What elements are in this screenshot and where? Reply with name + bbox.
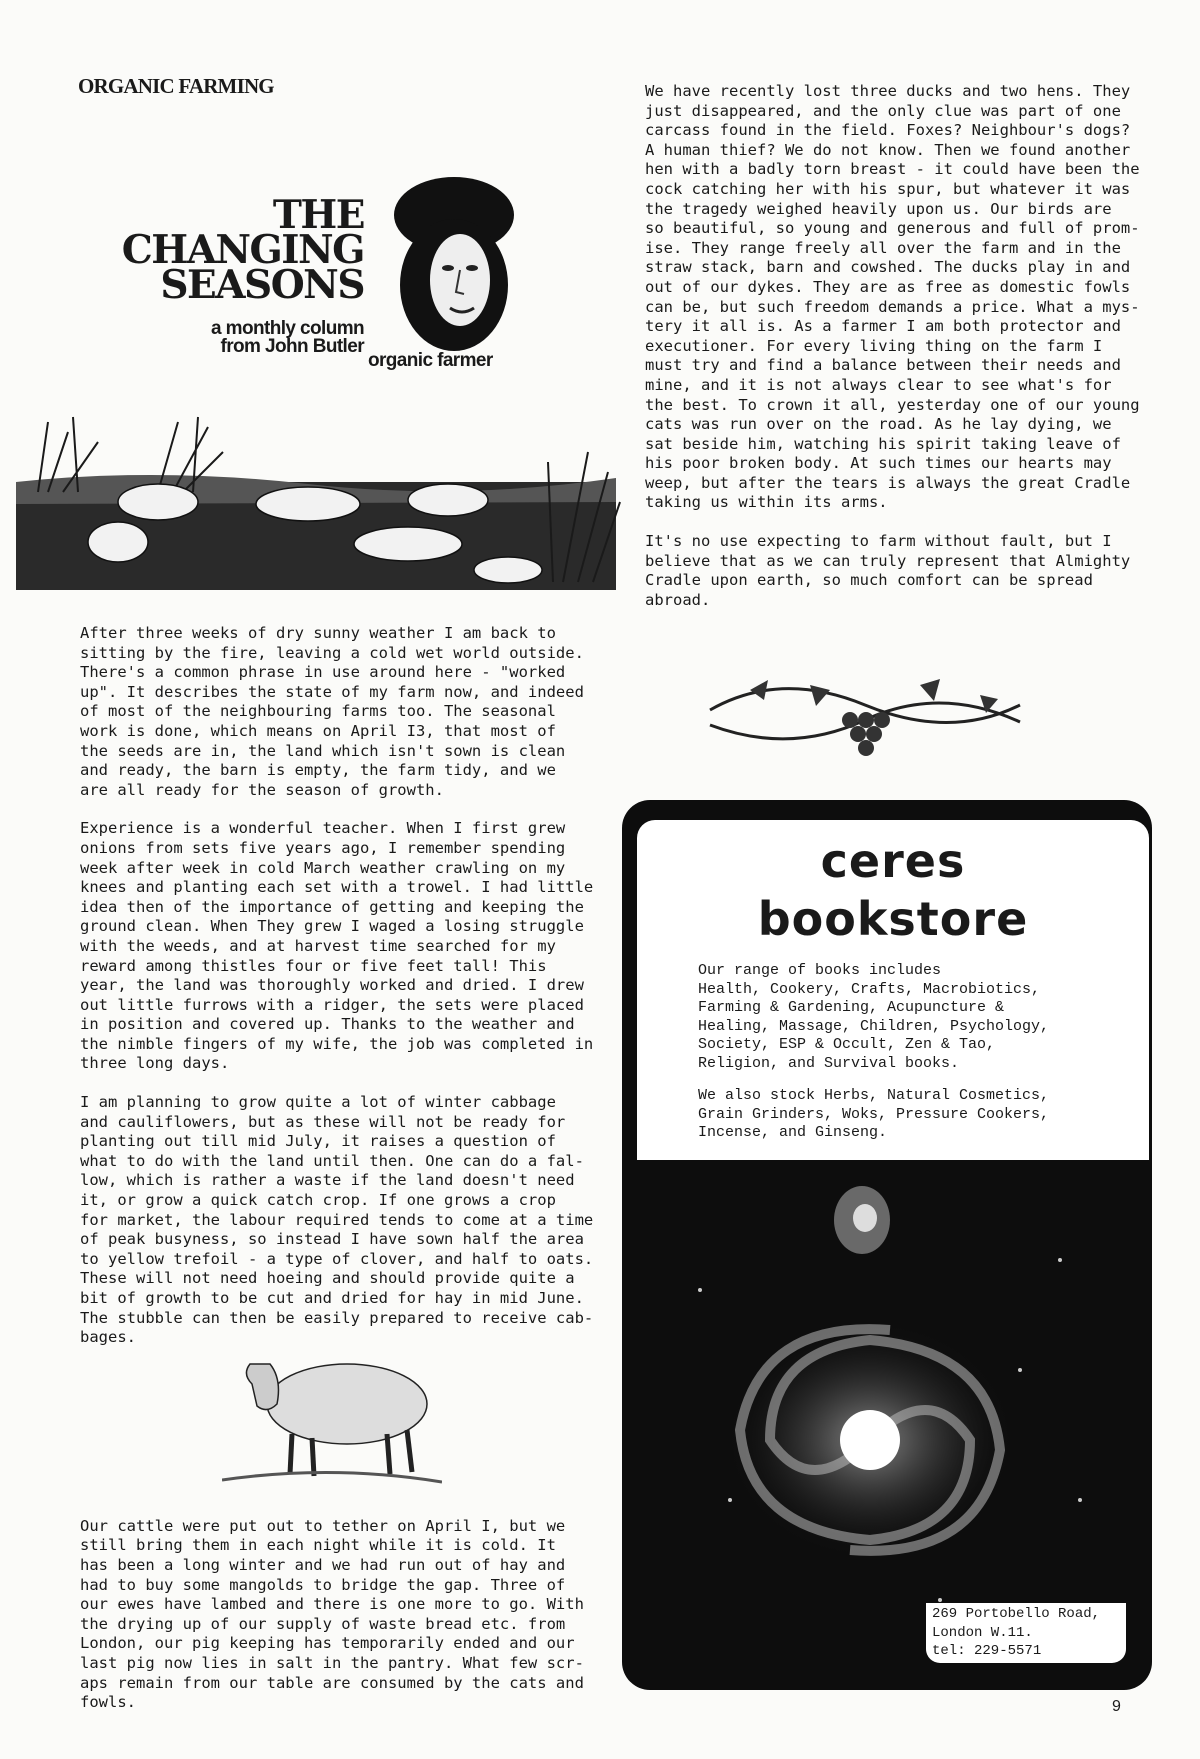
address-phone: tel: 229-5571 (932, 1643, 1042, 1659)
author-portrait (382, 170, 522, 360)
article-paragraph: We have recently lost three ducks and two hens. They just disappeared, and the only clue was part of one carcass found in the field. Foxes? Neighbour's dogs? A human thief? We do not know. Then we found another hen with a badly torn breast - it could have been the cock catching her with his spur, but whatever it was the tragedy weighed heavily upon us. Our birds are so beautiful, so young and generous and full of prom- ise. They range freely all over the farm and in the straw stack, barn and cowshed. The ducks play in and out of our dykes. They are as free as domestic fowls can be, but such freedom demands a price. What a mys- tery it all is. As a farmer I am both protector and executioner. For every living thing on the farm I must try and find a balance between their needs and mine, and it is not always clear to see what's for the best. To crown it all, yesterday one of our young cats was run over on the road. As he lay dying, we sat beside him, watching his spirit taking leave of his poor broken body. At such times our hearts may weep, but after the tears is always the great Cradle taking us within its arms. (645, 82, 1140, 512)
address-line-1: 269 Portobello Road, (932, 1606, 1101, 1622)
advert-books-text: Our range of books includes Health, Cookery, Crafts, Macrobiotics, Farming & Gardening, Acupuncture & Healing, Massage, Children, Psychology, Society, ESP & Occult, Zen & Tao, Religion, and Survival books. (698, 962, 1050, 1072)
spiral-galaxy-image (640, 1170, 1140, 1670)
article-left-column (80, 624, 620, 1732)
grape-vine-ornament (700, 660, 1030, 770)
title-line-1: THE (272, 192, 364, 238)
title-line-3: SEASONS (160, 262, 364, 308)
article-paragraph: It's no use expecting to farm without fault, but I believe that as we can truly represent that Almighty Cradle upon earth, so much comfort can be spread abroad. (645, 532, 1131, 609)
column-subtitle (150, 320, 364, 356)
title-line-2: CHANGING (121, 227, 364, 273)
section-heading: ORGANIC FARMING (78, 74, 274, 98)
column-title (112, 192, 364, 308)
article-paragraph: After three weeks of dry sunny weather I am back to sitting by the fire, leaving a cold wet world outside. There's a common phrase in use around here - "worked up". It describes the state of my farm now, and indeed of most of the neighbouring farms too. The seasonal work is done, which means on April I3, that most of the seeds are in, the land which isn't sown is clean and ready, the barn is empty, the farm tidy, and we are all ready for the season of growth. (80, 624, 584, 799)
subtitle-line-2: from John Butler (220, 336, 364, 357)
subtitle-line-1: a monthly column (211, 318, 364, 339)
advert-store-name (637, 832, 1149, 948)
advert-stock-text: We also stock Herbs, Natural Cosmetics, Grain Grinders, Woks, Pressure Cookers, Incense, and Ginseng. (698, 1087, 1050, 1141)
advert-address (926, 1603, 1126, 1663)
article-paragraph: Our cattle were put out to tether on April I, but we still bring them in each night while it is cold. It has been a long winter and we had run out of hay and had to buy some mangolds to bridge the gap. Three of our ewes have lambed and there is one more to go. With the drying up of our supply of waste bread etc. from London, our pig keeping has temporarily ended and our last pig now lies in salt in the pantry. What few scr- aps remain from our table are consumed by the cats and fowls. (80, 1516, 584, 1712)
byline: organic farmer (368, 350, 493, 371)
page-number: 9 (1112, 1698, 1121, 1715)
address-line-2: London W.11. (932, 1624, 1033, 1641)
article-paragraph: I am planning to grow quite a lot of winter cabbage and cauliflowers, but as these will not be ready for planting out till mid July, it raises a question of what to do with the land until then. One can do a fal- low, which is rather a waste if the land doesn't need it, or grow a quick catch crop. If one grows a crop for market, the labour required tends to come at a time of peak busyness, so instead I have sown half the area to yellow trefoil - a type of clover, and half to oats. These will not need hoeing and should provide quite a bit of growth to be cut and dried for hay in mid June. The stubble can then be easily prepared to receive cab- bages. (80, 1093, 594, 1347)
cow-illustration (222, 1334, 442, 1494)
advert-description (698, 962, 1138, 1157)
store-name-line-2: bookstore (757, 892, 1029, 946)
ducks-illustration (8, 412, 628, 594)
article-paragraph: Experience is a wonderful teacher. When I first grew onions from sets five years ago, I remember spending week after week in cold March weather crawling on my knees and planting each set with a trowel. I had little idea then of the importance of getting and keeping the ground clean. When They grew I waged a losing struggle with the weeds, and at harvest time searched for my reward among thistles four or five feet tall! This year, the land was thoroughly worked and dried. I drew out little furrows with a ridger, the sets were placed in position and covered up. Thanks to the weather and the nimble fingers of my wife, the job was completed in three long days. (80, 819, 594, 1073)
store-name-line-1: ceres (820, 834, 966, 888)
article-right-column (645, 82, 1170, 629)
